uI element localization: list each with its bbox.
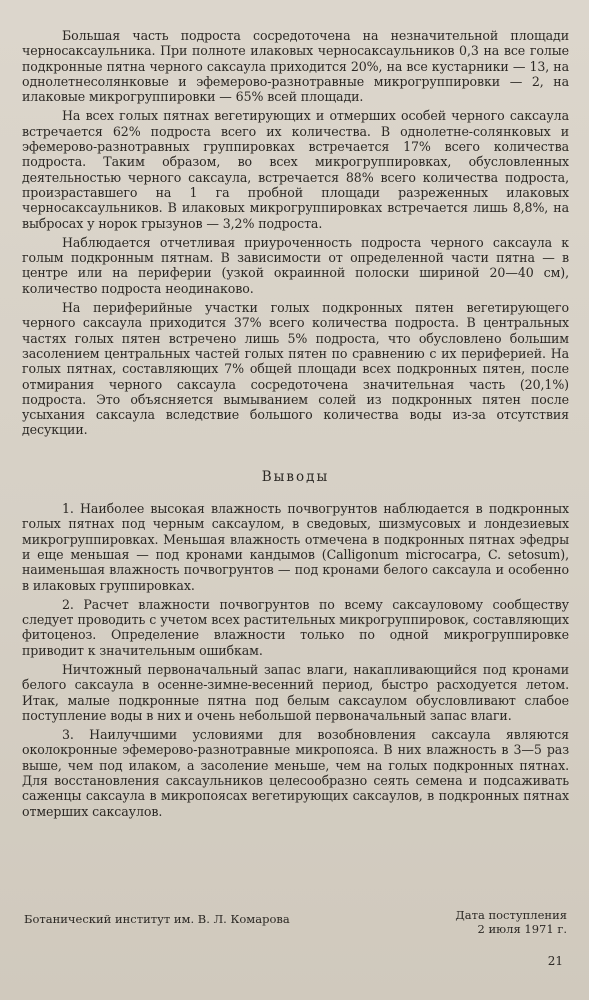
paragraph: На периферийные участки голых подкронных пятен вегетирующего черного саксаула приходится 37% всего количества подроста. В центральных частях голых пятен встречено лишь 5% подроста, что обусловлено большим засолением центральных частей голых пятен по сравнению с их периферией. На голых пятнах, составляющих 7% общей площади всех подкронных пятен, после отмирания черного саксаула сосредоточена значительная часть (20,1%) подроста. Это объясняется вымыванием солей из подкронных пятен после усыхания саксаула вследствие большого количества воды из-за отсутствия десукции. — [22, 300, 569, 438]
received-date-block — [455, 908, 567, 936]
paragraph: Большая часть подроста сосредоточена на незначительной площади черносаксаульника. При полноте илаковых черносаксаульников 0,3 на все голые подкронные пятна черного саксаула приходится 20%, на все кустарники — 13, на однолетнесолянковые и эфемерово-разнотравные микрогруппировки — 2, на илаковые микрогруппировки — 65% всей площади. — [22, 28, 569, 105]
received-label: Дата поступления — [455, 908, 567, 922]
institute-affiliation: Ботанический институт им. В. Л. Комарова — [24, 912, 290, 926]
paragraph: Наблюдается отчетливая приуроченность подроста черного саксаула к голым подкронным пятнам. В зависимости от определенной части пятна — в центре или на периферии (узкой окраинной полоски шириной 20—40 см), количество подроста неодинаково. — [22, 234, 569, 296]
section-heading-conclusions: Выводы — [261, 468, 330, 485]
conclusion-paragraph: 2. Расчет влажности почвогрунтов по всему саксауловому сообществу следует проводить с учетом всех растительных микрогруппировок, составляющих фитоценоз. Определение влажности только по одной микрогруппировке приводит к значительным ошибкам. — [22, 596, 569, 658]
page-number: 21 — [547, 954, 563, 968]
conclusion-paragraph: 3. Наилучшими условиями для возобновления саксаула являются околокронные эфемерово-разнотравные микропояса. В них влажность в 3—5 раз выше, чем под илаком, а засоление меньше, чем на голых подкронных пятнах. Для восстановления саксаульников целесообразно сеять семена и подсаживать саженцы саксаула в микропоясах вегетирующих саксаулов, в подкронных пятнах отмерших саксаулов. — [22, 727, 569, 819]
article-body — [22, 28, 569, 819]
paragraph: На всех голых пятнах вегетирующих и отмерших особей черного саксаула встречается 62% подроста всего их количества. В однолетне-солянковых и эфемерово-разнотравных группировках встречается 17% всего количества подроста. Таким образом, во всех микрогруппировках, обусловленных деятельностью черного саксаула, встречается 88% всего количества подроста, произраставшего на 1 га пробной площади разреженных илаковых черносаксаульников. В илаковых микрогруппировках встречается лишь 8,8%, на выбросах у норок грызунов — 3,2% подроста. — [22, 108, 569, 231]
conclusion-paragraph: Ничтожный первоначальный запас влаги, накапливающийся под кронами белого саксаула в осенне-зимне-весенний период, быстро расходуется летом. Итак, малые подкронные пятна под белым саксаулом обусловливают слабое поступление воды в них и очень небольшой первоначальный запас влаги. — [22, 661, 569, 723]
received-date: 2 июля 1971 г. — [477, 922, 567, 936]
conclusion-paragraph: 1. Наиболее высокая влажность почвогрунтов наблюдается в подкронных голых пятнах под черным саксаулом, в сведовых, шизмусовых и лондезиевых микрогруппировках. Меньшая влажность отмечена в подкронных пятнах эфедры и еще меньшая — под кронами кандымов (Calligonum microcarpa, C. setosum), наименьшая влажность почвогрунтов — под кронами белого саксаула и особенно в илаковых группировках. — [22, 501, 569, 593]
